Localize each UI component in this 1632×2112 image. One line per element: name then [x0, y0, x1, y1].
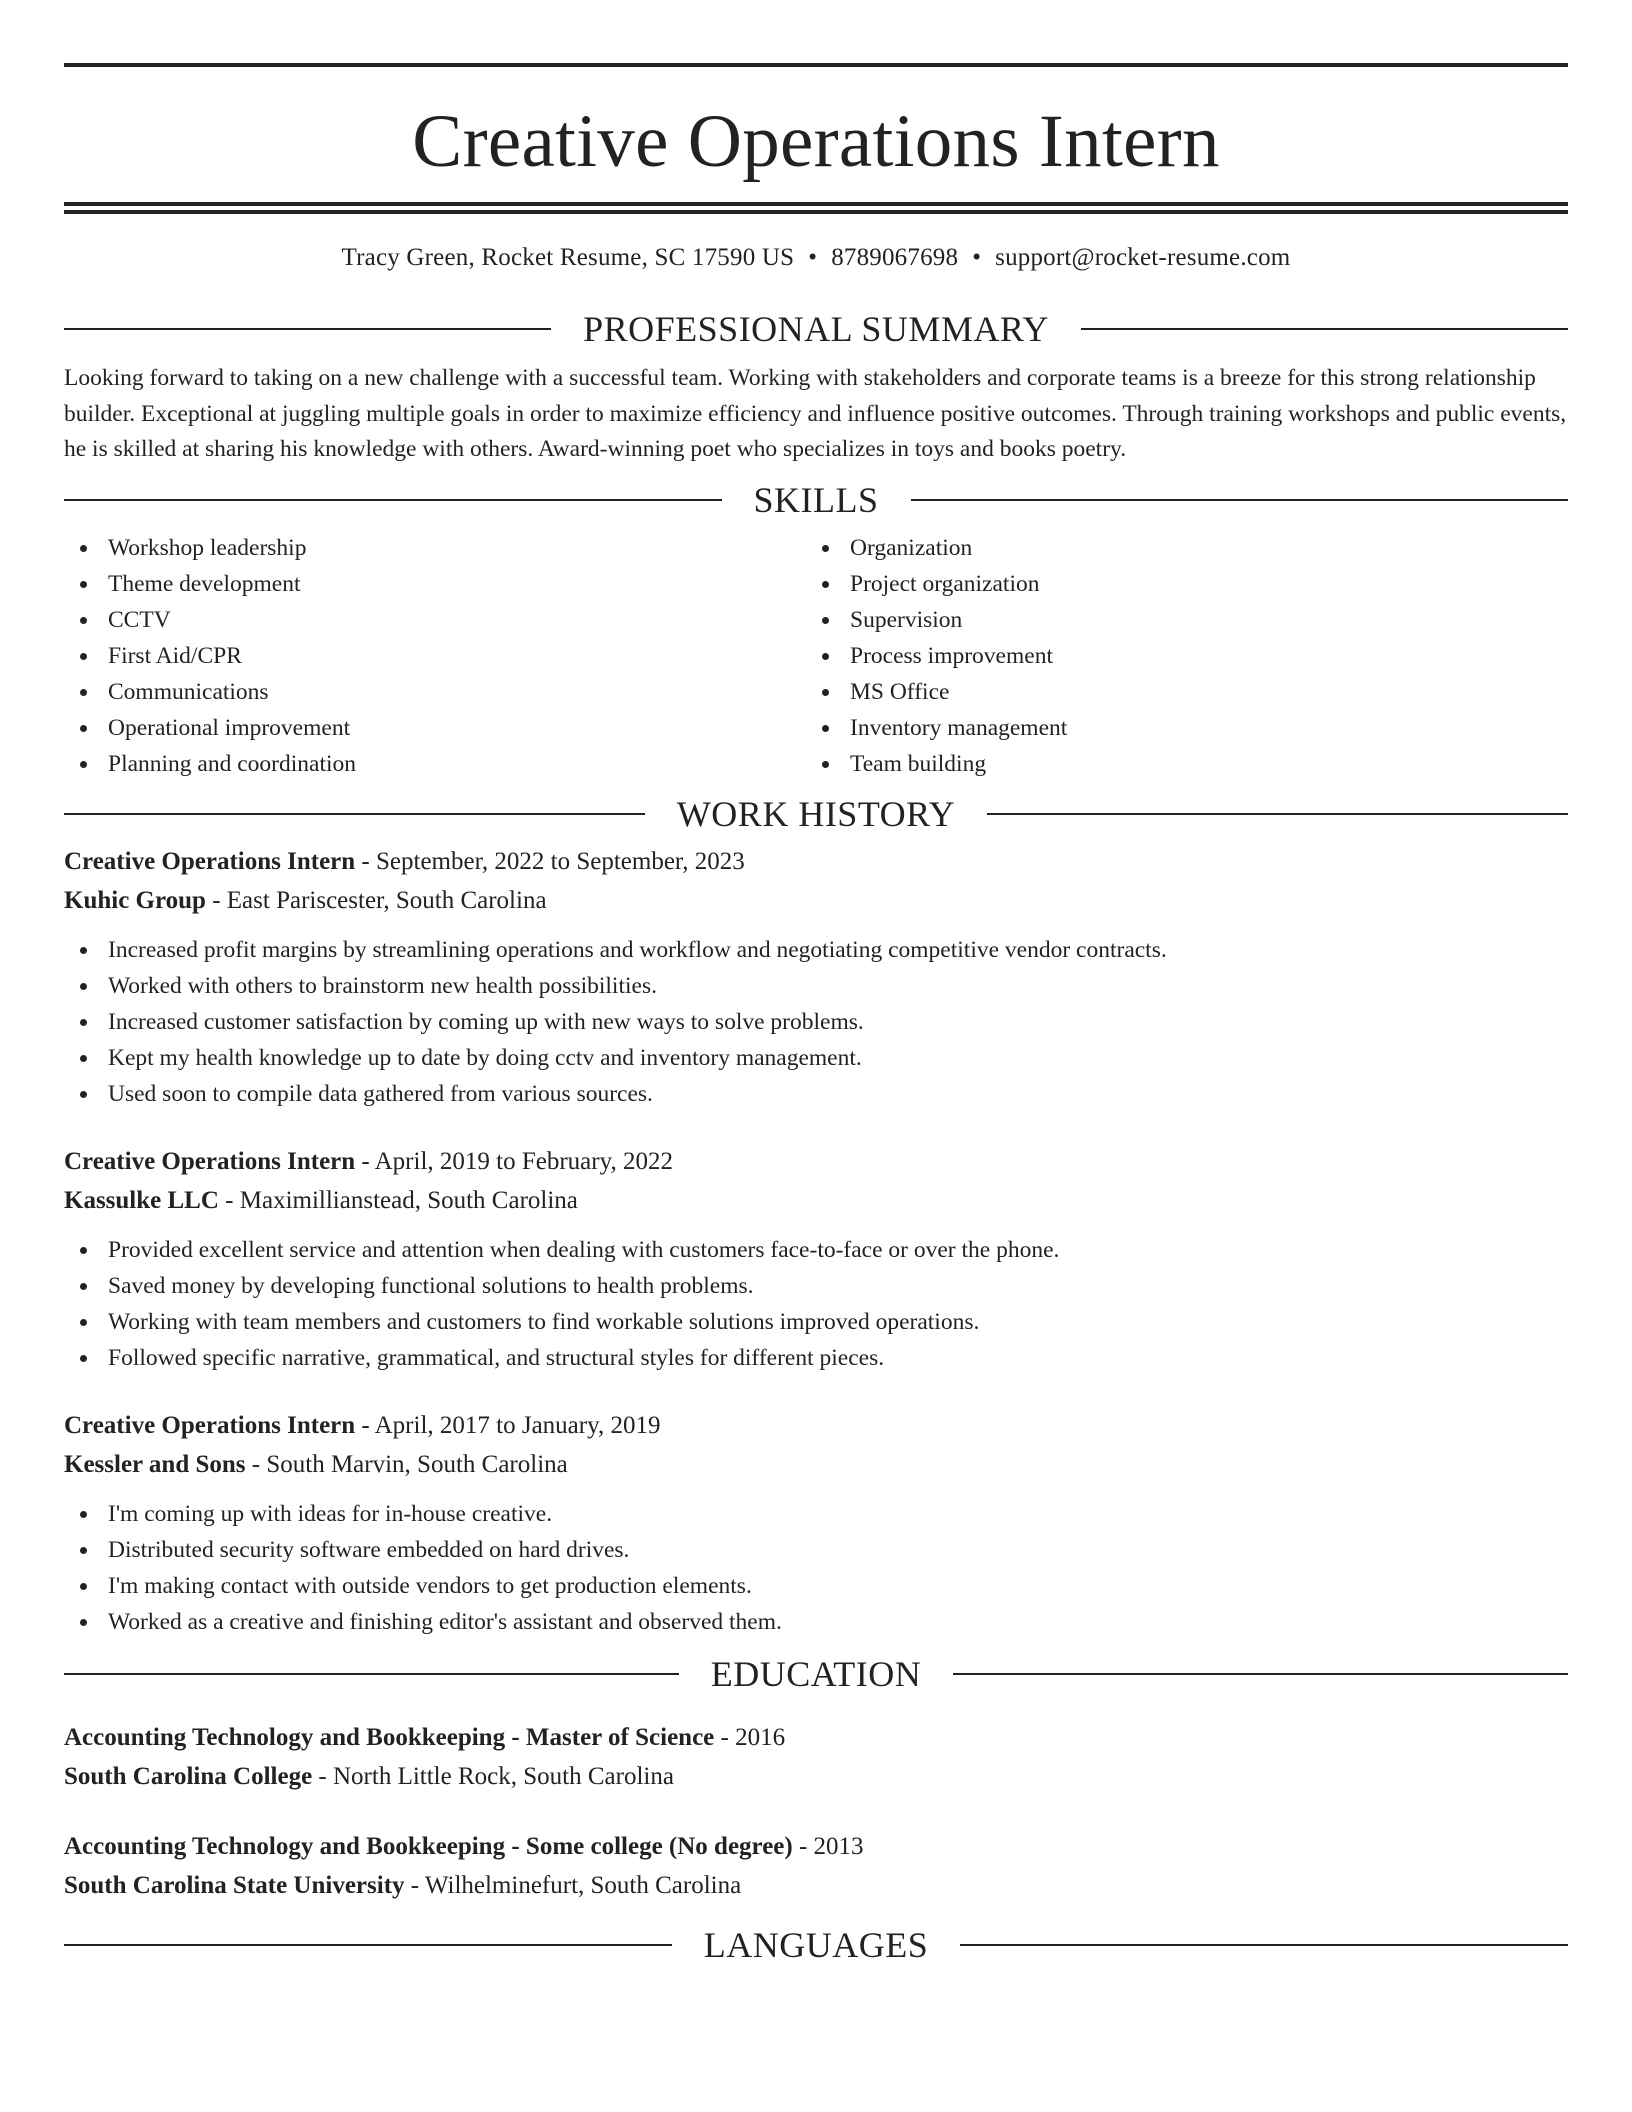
- skill-item: Planning and coordination: [64, 746, 806, 782]
- header-double-rule: [64, 202, 1568, 214]
- job-bullet: Kept my health knowledge up to date by doing cctv and inventory management.: [64, 1040, 1568, 1076]
- skill-item: MS Office: [806, 674, 1548, 710]
- contact-separator: •: [972, 244, 982, 271]
- job-entry: [64, 1406, 1568, 1640]
- heading-rule: [64, 499, 722, 501]
- job-company: Kessler and Sons: [64, 1450, 246, 1478]
- heading-rule: [64, 1944, 672, 1946]
- skill-item: Operational improvement: [64, 710, 806, 746]
- section-heading-label: EDUCATION: [710, 1653, 922, 1694]
- education-year: - 2016: [714, 1723, 786, 1751]
- skill-item: Team building: [806, 746, 1548, 782]
- job-dates: - April, 2019 to February, 2022: [355, 1147, 673, 1175]
- section-heading-education: [64, 1654, 1568, 1694]
- heading-rule: [1081, 328, 1568, 330]
- contact-address: Tracy Green, Rocket Resume, SC 17590 US: [341, 244, 795, 271]
- section-heading-label: SKILLS: [753, 479, 879, 520]
- section-heading-label: PROFESSIONAL SUMMARY: [583, 309, 1049, 349]
- education-degree: Accounting Technology and Bookkeeping - Master of Science: [64, 1723, 715, 1751]
- job-company-line: [64, 881, 1568, 920]
- education-degree-line: [64, 1718, 1568, 1757]
- education-school-line: [64, 1866, 1568, 1905]
- skill-item: CCTV: [64, 602, 806, 638]
- education-degree: Accounting Technology and Bookkeeping - Some college (No degree): [64, 1832, 793, 1860]
- job-title-line: [64, 1406, 1568, 1445]
- skill-item: Organization: [806, 530, 1548, 566]
- job-title-line: [64, 842, 1568, 881]
- skill-item: Inventory management: [806, 710, 1548, 746]
- education-location: - Wilhelminefurt, South Carolina: [404, 1871, 742, 1899]
- contact-line: [64, 242, 1568, 274]
- heading-rule: [960, 1944, 1568, 1946]
- job-location: - East Pariscester, South Carolina: [205, 886, 547, 914]
- heading-rule: [64, 328, 551, 330]
- section-heading-languages: [64, 1925, 1568, 1965]
- section-heading-work-history: [64, 794, 1568, 834]
- job-bullet: Used soon to compile data gathered from various sources.: [64, 1076, 1568, 1112]
- skills-column-left: [64, 530, 806, 782]
- job-title: Creative Operations Intern: [64, 1147, 356, 1175]
- job-location: - Maximillianstead, South Carolina: [218, 1186, 578, 1214]
- job-bullet: Working with team members and customers to find workable solutions improved operations.: [64, 1304, 1568, 1340]
- skill-item: Workshop leadership: [64, 530, 806, 566]
- job-dates: - April, 2017 to January, 2019: [355, 1411, 661, 1439]
- job-bullets: [64, 932, 1568, 1112]
- job-bullet: Followed specific narrative, grammatical, and structural styles for different pieces.: [64, 1340, 1568, 1376]
- skill-item: Theme development: [64, 566, 806, 602]
- job-title: Creative Operations Intern: [64, 847, 356, 875]
- job-company-line: [64, 1445, 1568, 1484]
- job-bullet: I'm coming up with ideas for in-house creative.: [64, 1496, 1568, 1532]
- job-title: Creative Operations Intern: [64, 1411, 356, 1439]
- job-title-line: [64, 1142, 1568, 1181]
- job-dates: - September, 2022 to September, 2023: [355, 847, 745, 875]
- heading-rule: [64, 1673, 679, 1675]
- job-bullet: Worked as a creative and finishing editor's assistant and observed them.: [64, 1604, 1568, 1640]
- skill-item: Supervision: [806, 602, 1548, 638]
- contact-phone: 8789067698: [831, 244, 959, 271]
- heading-rule: [987, 813, 1568, 815]
- contact-email: support@rocket-resume.com: [995, 244, 1291, 271]
- resume-title: Creative Operations Intern: [412, 100, 1220, 183]
- skills-list: [64, 530, 1568, 782]
- job-bullets: [64, 1232, 1568, 1376]
- section-heading-label: WORK HISTORY: [676, 793, 956, 834]
- education-degree-line: [64, 1827, 1568, 1866]
- heading-rule: [911, 499, 1569, 501]
- job-bullet: Saved money by developing functional solutions to health problems.: [64, 1268, 1568, 1304]
- job-bullet: Increased customer satisfaction by coming up with new ways to solve problems.: [64, 1004, 1568, 1040]
- job-bullet: Worked with others to brainstorm new health possibilities.: [64, 968, 1568, 1004]
- skill-item: Process improvement: [806, 638, 1548, 674]
- job-company: Kassulke LLC: [64, 1186, 219, 1214]
- job-bullets: [64, 1496, 1568, 1640]
- skill-item: First Aid/CPR: [64, 638, 806, 674]
- education-school: South Carolina College: [64, 1762, 313, 1790]
- skills-column-right: [806, 530, 1548, 782]
- job-entry: [64, 1142, 1568, 1376]
- education-school: South Carolina State University: [64, 1871, 405, 1899]
- education-school-line: [64, 1757, 1568, 1796]
- section-heading-label: LANGUAGES: [703, 1924, 929, 1965]
- heading-rule: [64, 813, 645, 815]
- job-bullet: Distributed security software embedded on hard drives.: [64, 1532, 1568, 1568]
- job-bullet: Provided excellent service and attention when dealing with customers face-to-face or over the phone.: [64, 1232, 1568, 1268]
- job-bullet: Increased profit margins by streamlining operations and workflow and negotiating competitive vendor contracts.: [64, 932, 1568, 968]
- section-heading-summary: [64, 309, 1568, 349]
- skill-item: Project organization: [806, 566, 1548, 602]
- job-location: - South Marvin, South Carolina: [245, 1450, 568, 1478]
- job-company: Kuhic Group: [64, 886, 206, 914]
- resume-page: [64, 0, 1568, 1965]
- education-location: - North Little Rock, South Carolina: [312, 1762, 674, 1790]
- education-year: - 2013: [792, 1832, 864, 1860]
- heading-rule: [953, 1673, 1568, 1675]
- contact-separator: •: [808, 244, 818, 271]
- education-entry: [64, 1718, 1568, 1796]
- skill-item: Communications: [64, 674, 806, 710]
- job-bullet: I'm making contact with outside vendors to get production elements.: [64, 1568, 1568, 1604]
- summary-text: Looking forward to taking on a new challenge with a successful team. Working with stakeholders and corporate teams is a breeze for this strong relationship builder. Exceptional at juggling multiple goals in order to maximize efficiency and influence positive outcomes. Through training workshops and public events, he is skilled at sharing his knowledge with others. Award-winning poet who specializes in toys and books poetry.: [64, 365, 1567, 462]
- section-heading-skills: [64, 480, 1568, 520]
- education-entry: [64, 1827, 1568, 1905]
- job-entry: [64, 842, 1568, 1112]
- job-company-line: [64, 1181, 1568, 1220]
